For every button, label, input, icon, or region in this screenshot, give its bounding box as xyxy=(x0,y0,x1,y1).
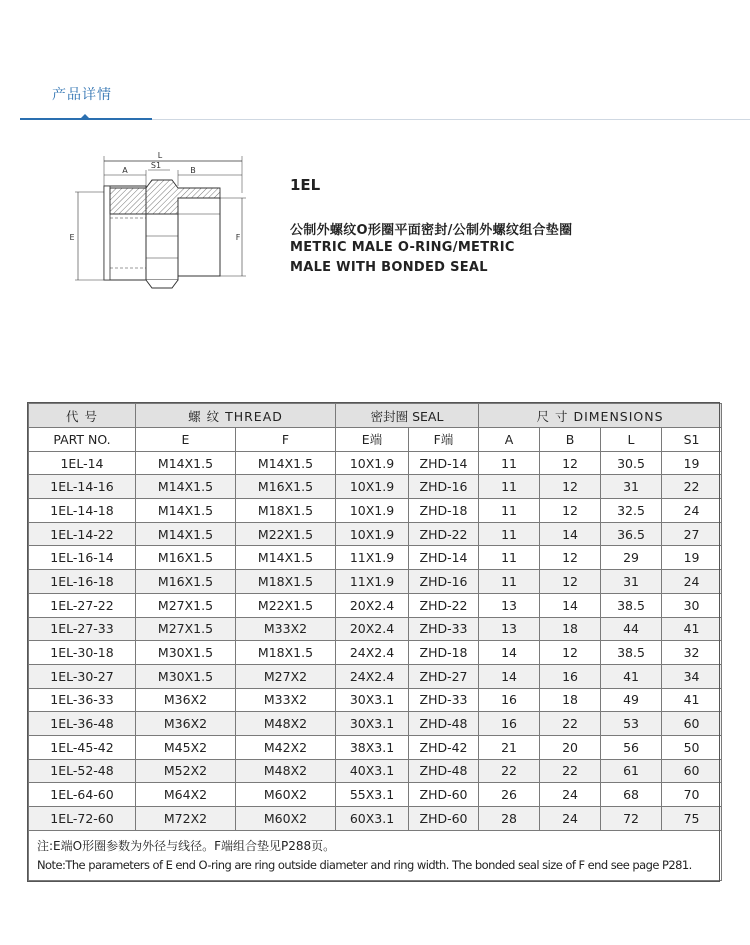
cell-dim-s1: 27 xyxy=(662,522,722,546)
cell-seal-e: 11X1.9 xyxy=(336,546,409,570)
cell-dim-a: 11 xyxy=(479,546,540,570)
cell-seal-f: ZHD-22 xyxy=(409,593,479,617)
cell-part-no: 1EL-64-60 xyxy=(29,783,136,807)
dim-label-F: F xyxy=(235,233,241,242)
table-header-row-2 xyxy=(29,428,722,452)
cell-seal-e: 20X2.4 xyxy=(336,593,409,617)
cell-dim-b: 12 xyxy=(540,475,601,499)
cell-part-no: 1EL-52-48 xyxy=(29,759,136,783)
cell-thread-e: M16X1.5 xyxy=(136,546,236,570)
cell-dim-b: 24 xyxy=(540,807,601,831)
cell-dim-l: 49 xyxy=(601,688,662,712)
cell-dim-l: 29 xyxy=(601,546,662,570)
cell-thread-f: M48X2 xyxy=(236,712,336,736)
cell-thread-f: M60X2 xyxy=(236,783,336,807)
cell-dim-s1: 30 xyxy=(662,593,722,617)
cell-seal-f: ZHD-16 xyxy=(409,570,479,594)
cell-dim-b: 12 xyxy=(540,546,601,570)
table-row xyxy=(29,712,722,736)
cell-thread-f: M22X1.5 xyxy=(236,593,336,617)
cell-dim-b: 24 xyxy=(540,783,601,807)
cell-thread-e: M14X1.5 xyxy=(136,475,236,499)
table-row xyxy=(29,499,722,523)
cell-thread-e: M72X2 xyxy=(136,807,236,831)
cell-seal-f: ZHD-33 xyxy=(409,688,479,712)
cell-seal-f: ZHD-14 xyxy=(409,451,479,475)
cell-dim-l: 56 xyxy=(601,735,662,759)
cell-dim-s1: 24 xyxy=(662,499,722,523)
cell-dim-b: 20 xyxy=(540,735,601,759)
header-S1: S1 xyxy=(662,428,722,452)
cell-seal-e: 10X1.9 xyxy=(336,451,409,475)
cell-part-no: 1EL-14-16 xyxy=(29,475,136,499)
cell-part-no: 1EL-14-18 xyxy=(29,499,136,523)
table-note xyxy=(29,830,722,880)
cell-thread-f: M18X1.5 xyxy=(236,641,336,665)
cell-dim-a: 21 xyxy=(479,735,540,759)
cell-seal-e: 30X3.1 xyxy=(336,712,409,736)
cell-seal-f: ZHD-48 xyxy=(409,759,479,783)
table-header-row-1 xyxy=(29,404,722,428)
cell-dim-a: 11 xyxy=(479,522,540,546)
table-row xyxy=(29,522,722,546)
cell-dim-s1: 50 xyxy=(662,735,722,759)
cell-thread-e: M30X1.5 xyxy=(136,664,236,688)
cell-dim-s1: 24 xyxy=(662,570,722,594)
table-row xyxy=(29,807,722,831)
cell-dim-l: 61 xyxy=(601,759,662,783)
table-row xyxy=(29,546,722,570)
cell-dim-b: 22 xyxy=(540,759,601,783)
cell-seal-f: ZHD-27 xyxy=(409,664,479,688)
cell-seal-e: 55X3.1 xyxy=(336,783,409,807)
fitting-drawing xyxy=(60,148,260,303)
cell-thread-e: M64X2 xyxy=(136,783,236,807)
table-row xyxy=(29,735,722,759)
cell-seal-e: 24X2.4 xyxy=(336,641,409,665)
cell-dim-a: 11 xyxy=(479,451,540,475)
note-cn: 注:E端O形圈参数为外径与线径。F端组合垫见P288页。 xyxy=(37,838,336,853)
cell-dim-a: 13 xyxy=(479,593,540,617)
cell-dim-s1: 60 xyxy=(662,759,722,783)
cell-dim-l: 32.5 xyxy=(601,499,662,523)
note-en: Note:The parameters of E end O-ring are ring outside diameter and ring width. The bonded seal size of F end see page P281. xyxy=(37,857,692,872)
cell-part-no: 1EL-30-27 xyxy=(29,664,136,688)
cell-part-no: 1EL-36-33 xyxy=(29,688,136,712)
cell-part-no: 1EL-14 xyxy=(29,451,136,475)
cell-dim-l: 44 xyxy=(601,617,662,641)
cell-seal-e: 10X1.9 xyxy=(336,522,409,546)
cell-dim-s1: 75 xyxy=(662,807,722,831)
cell-dim-b: 14 xyxy=(540,522,601,546)
cell-dim-a: 16 xyxy=(479,688,540,712)
table-row xyxy=(29,759,722,783)
cell-dim-b: 14 xyxy=(540,593,601,617)
cell-seal-f: ZHD-18 xyxy=(409,499,479,523)
cell-dim-b: 22 xyxy=(540,712,601,736)
cell-thread-f: M60X2 xyxy=(236,807,336,831)
cell-dim-a: 11 xyxy=(479,499,540,523)
cell-thread-e: M36X2 xyxy=(136,688,236,712)
cell-dim-b: 12 xyxy=(540,570,601,594)
cell-thread-f: M42X2 xyxy=(236,735,336,759)
product-desc-en-line1: METRIC MALE O-RING/METRIC xyxy=(290,240,515,255)
cell-thread-e: M45X2 xyxy=(136,735,236,759)
cell-dim-b: 18 xyxy=(540,617,601,641)
table-row xyxy=(29,617,722,641)
cell-thread-f: M33X2 xyxy=(236,688,336,712)
header-F: F xyxy=(236,428,336,452)
cell-dim-a: 22 xyxy=(479,759,540,783)
header-F-end: F端 xyxy=(409,428,479,452)
cell-seal-f: ZHD-60 xyxy=(409,783,479,807)
cell-thread-e: M14X1.5 xyxy=(136,522,236,546)
cell-seal-e: 30X3.1 xyxy=(336,688,409,712)
cell-dim-l: 68 xyxy=(601,783,662,807)
cell-dim-l: 72 xyxy=(601,807,662,831)
cell-seal-e: 10X1.9 xyxy=(336,475,409,499)
header-B: B xyxy=(540,428,601,452)
cell-dim-a: 11 xyxy=(479,570,540,594)
cell-seal-f: ZHD-18 xyxy=(409,641,479,665)
cell-part-no: 1EL-16-18 xyxy=(29,570,136,594)
cell-thread-f: M33X2 xyxy=(236,617,336,641)
cell-dim-b: 12 xyxy=(540,451,601,475)
header-E-end: E端 xyxy=(336,428,409,452)
product-desc-cn: 公制外螺纹O形圈平面密封/公制外螺纹组合垫圈 xyxy=(290,223,573,238)
cell-thread-f: M18X1.5 xyxy=(236,499,336,523)
cell-dim-a: 14 xyxy=(479,664,540,688)
table-row xyxy=(29,475,722,499)
table-row xyxy=(29,570,722,594)
cell-dim-s1: 32 xyxy=(662,641,722,665)
cell-dim-a: 26 xyxy=(479,783,540,807)
section-title: 产品详情 xyxy=(52,87,112,103)
table-note-row xyxy=(29,830,722,880)
cell-thread-e: M52X2 xyxy=(136,759,236,783)
cell-part-no: 1EL-14-22 xyxy=(29,522,136,546)
cell-thread-f: M14X1.5 xyxy=(236,546,336,570)
cell-part-no: 1EL-30-18 xyxy=(29,641,136,665)
cell-dim-l: 36.5 xyxy=(601,522,662,546)
cell-dim-l: 31 xyxy=(601,475,662,499)
cell-dim-a: 14 xyxy=(479,641,540,665)
cell-thread-e: M27X1.5 xyxy=(136,593,236,617)
cell-thread-f: M14X1.5 xyxy=(236,451,336,475)
table-row xyxy=(29,593,722,617)
cell-thread-e: M16X1.5 xyxy=(136,570,236,594)
header-code-cn: 代 号 xyxy=(29,404,136,428)
cell-seal-e: 24X2.4 xyxy=(336,664,409,688)
cell-dim-a: 28 xyxy=(479,807,540,831)
cell-thread-f: M48X2 xyxy=(236,759,336,783)
header-A: A xyxy=(479,428,540,452)
cell-thread-e: M27X1.5 xyxy=(136,617,236,641)
table-row xyxy=(29,451,722,475)
cell-dim-l: 30.5 xyxy=(601,451,662,475)
cell-dim-s1: 70 xyxy=(662,783,722,807)
table-row xyxy=(29,783,722,807)
cell-part-no: 1EL-36-48 xyxy=(29,712,136,736)
cell-part-no: 1EL-72-60 xyxy=(29,807,136,831)
table-row xyxy=(29,688,722,712)
cell-seal-f: ZHD-16 xyxy=(409,475,479,499)
header-part-no: PART NO. xyxy=(29,428,136,452)
cell-thread-e: M36X2 xyxy=(136,712,236,736)
cell-seal-f: ZHD-14 xyxy=(409,546,479,570)
cell-dim-s1: 41 xyxy=(662,617,722,641)
dim-label-S1: S1 xyxy=(150,161,162,170)
section-pointer-icon xyxy=(80,114,90,119)
cell-seal-f: ZHD-42 xyxy=(409,735,479,759)
cell-seal-e: 60X3.1 xyxy=(336,807,409,831)
cell-seal-f: ZHD-33 xyxy=(409,617,479,641)
cell-dim-a: 16 xyxy=(479,712,540,736)
header-thread: 螺 纹 THREAD xyxy=(136,404,336,428)
cell-dim-a: 11 xyxy=(479,475,540,499)
cell-dim-b: 12 xyxy=(540,641,601,665)
cell-dim-s1: 41 xyxy=(662,688,722,712)
cell-part-no: 1EL-16-14 xyxy=(29,546,136,570)
cell-part-no: 1EL-27-33 xyxy=(29,617,136,641)
cell-seal-e: 38X3.1 xyxy=(336,735,409,759)
cell-seal-f: ZHD-22 xyxy=(409,522,479,546)
cell-dim-l: 31 xyxy=(601,570,662,594)
header-E: E xyxy=(136,428,236,452)
cell-part-no: 1EL-27-22 xyxy=(29,593,136,617)
cell-dim-s1: 22 xyxy=(662,475,722,499)
cell-dim-l: 38.5 xyxy=(601,593,662,617)
cell-thread-f: M18X1.5 xyxy=(236,570,336,594)
cell-dim-b: 12 xyxy=(540,499,601,523)
cell-seal-f: ZHD-48 xyxy=(409,712,479,736)
header-dimensions: 尺 寸 DIMENSIONS xyxy=(479,404,722,428)
cell-thread-e: M30X1.5 xyxy=(136,641,236,665)
cell-thread-e: M14X1.5 xyxy=(136,451,236,475)
cell-dim-s1: 19 xyxy=(662,546,722,570)
product-code: 1EL xyxy=(290,176,321,194)
cell-seal-e: 40X3.1 xyxy=(336,759,409,783)
cell-dim-s1: 34 xyxy=(662,664,722,688)
header-seal: 密封圈 SEAL xyxy=(336,404,479,428)
dim-label-B: B xyxy=(190,166,196,175)
cell-dim-b: 18 xyxy=(540,688,601,712)
cell-thread-f: M22X1.5 xyxy=(236,522,336,546)
table-row xyxy=(29,664,722,688)
cell-thread-f: M27X2 xyxy=(236,664,336,688)
dim-label-E: E xyxy=(69,233,75,242)
cell-dim-b: 16 xyxy=(540,664,601,688)
spec-table xyxy=(28,403,722,881)
cell-thread-e: M14X1.5 xyxy=(136,499,236,523)
cell-dim-l: 38.5 xyxy=(601,641,662,665)
cell-dim-l: 53 xyxy=(601,712,662,736)
cell-thread-f: M16X1.5 xyxy=(236,475,336,499)
cell-part-no: 1EL-45-42 xyxy=(29,735,136,759)
cell-seal-f: ZHD-60 xyxy=(409,807,479,831)
cell-seal-e: 20X2.4 xyxy=(336,617,409,641)
cell-dim-a: 13 xyxy=(479,617,540,641)
cell-dim-l: 41 xyxy=(601,664,662,688)
product-desc-en-line2: MALE WITH BONDED SEAL xyxy=(290,260,488,275)
header-L: L xyxy=(601,428,662,452)
cell-seal-e: 11X1.9 xyxy=(336,570,409,594)
table-row xyxy=(29,641,722,665)
cell-dim-s1: 60 xyxy=(662,712,722,736)
dim-label-L: L xyxy=(157,151,163,160)
cell-seal-e: 10X1.9 xyxy=(336,499,409,523)
cell-dim-s1: 19 xyxy=(662,451,722,475)
dim-label-A: A xyxy=(122,166,128,175)
